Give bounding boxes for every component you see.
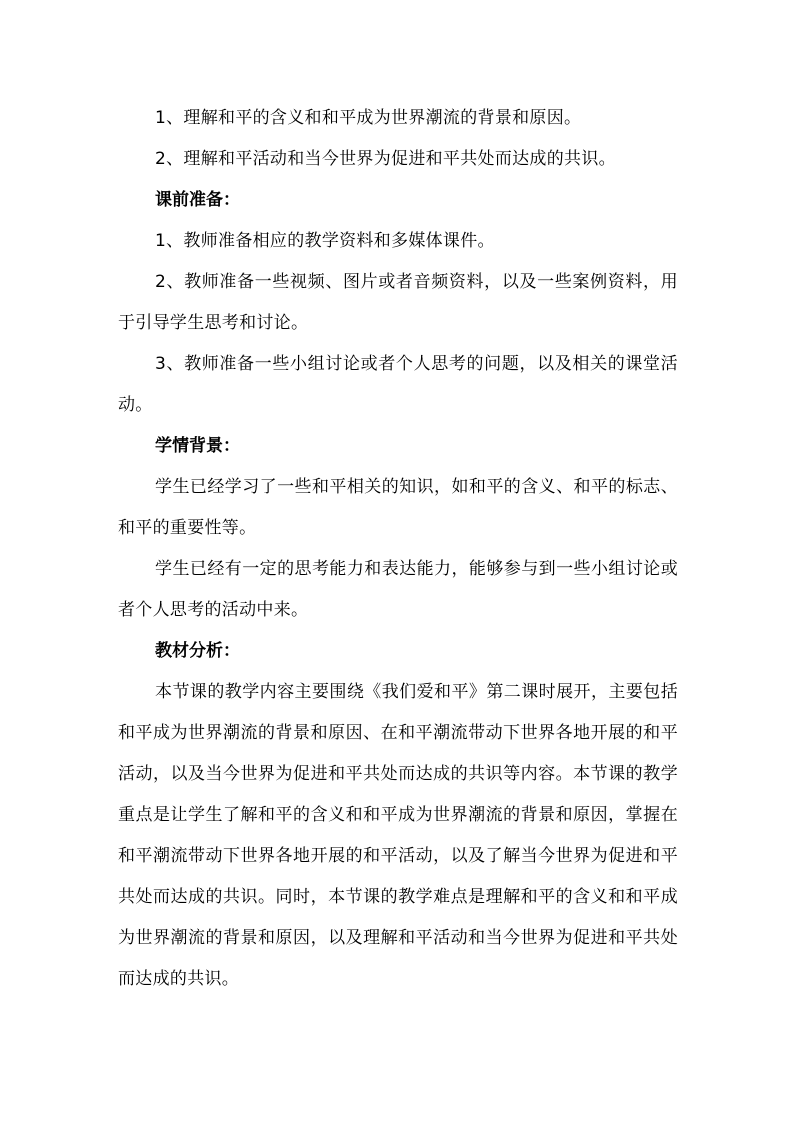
prep-heading: 课前准备：	[155, 190, 240, 210]
analysis-heading: 教材分析：	[155, 641, 240, 661]
objective-1: 1、理解和平的含义和和平成为世界潮流的背景和原因。	[155, 108, 582, 128]
document-page	[118, 98, 678, 1000]
background-item-2: 学生已经有一定的思考能力和表达能力，能够参与到一些小组讨论或者个人思考的活动中来。	[118, 559, 678, 620]
prep-item-2: 2、教师准备一些视频、图片或者音频资料，以及一些案例资料，用于引导学生思考和讨论。	[118, 272, 678, 333]
background-heading: 学情背景：	[155, 436, 240, 456]
background-item-1: 学生已经学习了一些和平相关的知识，如和平的含义、和平的标志、和平的重要性等。	[118, 477, 678, 538]
objective-2: 2、理解和平活动和当今世界为促进和平共处而达成的共识。	[155, 149, 616, 169]
prep-item-3: 3、教师准备一些小组讨论或者个人思考的问题，以及相关的课堂活动。	[118, 354, 678, 415]
analysis-text: 本节课的教学内容主要围绕《我们爱和平》第二课时展开，主要包括和平成为世界潮流的背景和原因、在和平潮流带动下世界各地开展的和平活动，以及当今世界为促进和平共处而达成的共识等内容。本节课的教学重点是让学生了解和平的含义和和平成为世界潮流的背景和原因，掌握在和平潮流带动下世界各地开展的和平活动，以及了解当今世界为促进和平共处而达成的共识。同时，本节课的教学难点是理解和平的含义和和平成为世界潮流的背景和原因，以及理解和平活动和当今世界为促进和平共处而达成的共识。	[118, 682, 678, 989]
prep-item-1: 1、教师准备相应的教学资料和多媒体课件。	[155, 231, 495, 251]
